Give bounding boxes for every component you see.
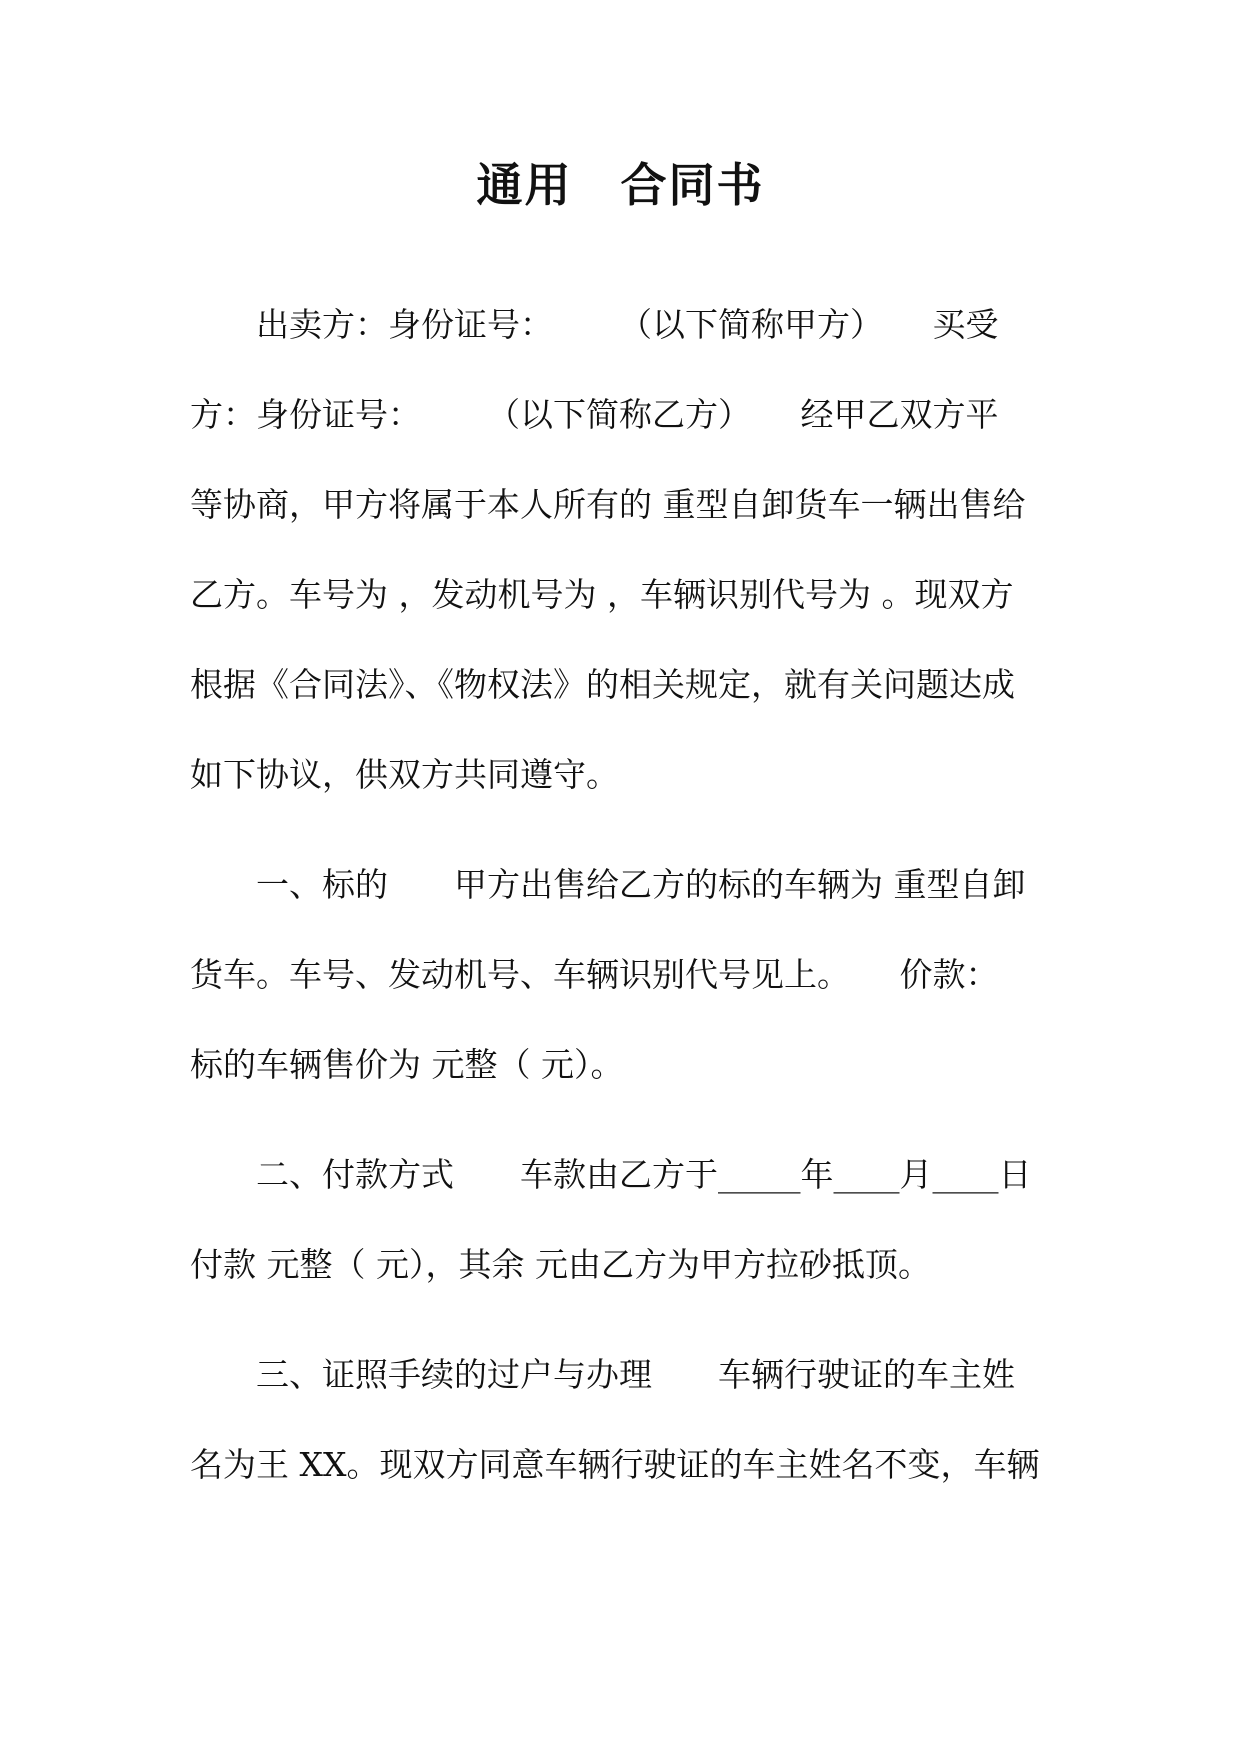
paragraph-line-1: 出卖方：身份证号： （以下简称甲方） 买受 — [256, 305, 999, 344]
section-2-line-2: 付款 元整（ 元），其余 元由乙方为甲方拉砂抵顶。 — [190, 1245, 931, 1284]
section-1-line-1: 一、标的 甲方出售给乙方的标的车辆为 重型自卸 — [256, 865, 1026, 904]
section-2-line-1: 二、付款方式 车款由乙方于_____年____月____日 — [256, 1155, 1032, 1194]
paragraph-line-2: 方：身份证号： （以下简称乙方） 经甲乙双方平 — [190, 395, 999, 434]
section-3-line-1: 三、证照手续的过户与办理 车辆行驶证的车主姓 — [256, 1355, 1015, 1394]
section-1-line-3: 标的车辆售价为 元整（ 元）。 — [190, 1045, 624, 1084]
paragraph-line-6: 如下协议，供双方共同遵守。 — [190, 755, 619, 794]
paragraph-line-4: 乙方。车号为 ，发动机号为 ，车辆识别代号为 。现双方 — [190, 575, 1014, 614]
document-title: 通用 合同书 — [476, 158, 765, 212]
section-1-line-2: 货车。车号、发动机号、车辆识别代号见上。 价款： — [190, 955, 999, 994]
paragraph-line-3: 等协商，甲方将属于本人所有的 重型自卸货车一辆出售给 — [190, 485, 1026, 524]
paragraph-line-5: 根据《合同法》、《物权法》的相关规定，就有关问题达成 — [190, 665, 1015, 704]
section-3-line-2: 名为王 XX。现双方同意车辆行驶证的车主姓名不变，车辆 — [190, 1445, 1040, 1484]
